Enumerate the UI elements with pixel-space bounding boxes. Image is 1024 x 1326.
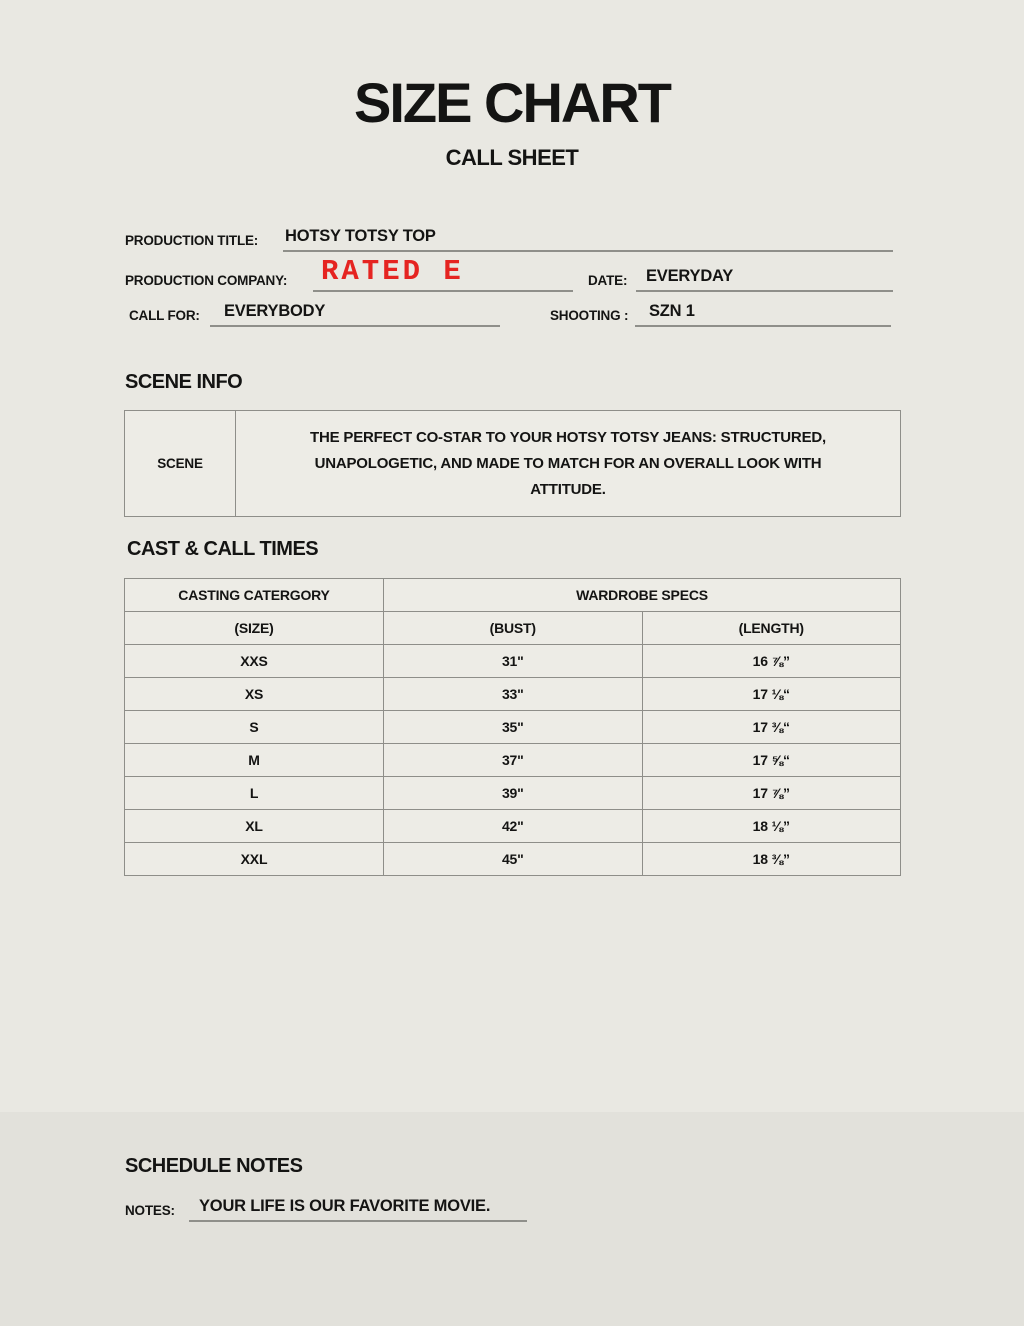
table-row [125, 777, 901, 810]
size-cell: XXS [125, 645, 384, 678]
shooting-label: SHOOTING : [550, 308, 629, 323]
date-value: EVERYDAY [646, 267, 734, 285]
table-row [125, 645, 901, 678]
notes-field [189, 1192, 527, 1222]
length-cell: 18 ⅜” [642, 843, 901, 876]
table-column-header-row [125, 612, 901, 645]
production-title-label: PRODUCTION TITLE: [125, 233, 259, 248]
column-header-size: (SIZE) [125, 612, 384, 645]
shooting-value: SZN 1 [649, 302, 695, 320]
call-for-label: CALL FOR: [129, 308, 200, 323]
table-row [125, 678, 901, 711]
table-row [125, 711, 901, 744]
form-row-company-date [125, 256, 895, 294]
call-for-field [210, 297, 500, 327]
bust-cell: 45" [384, 843, 643, 876]
notes-label: NOTES: [125, 1203, 175, 1218]
bust-cell: 42" [384, 810, 643, 843]
length-cell: 17 ⅜“ [642, 711, 901, 744]
production-title-value: HOTSY TOTSY TOP [285, 227, 436, 245]
column-header-bust: (BUST) [384, 612, 643, 645]
table-row [125, 744, 901, 777]
length-cell: 16 ⅞” [642, 645, 901, 678]
size-cell: L [125, 777, 384, 810]
production-company-value: RATED E [321, 255, 464, 288]
scene-info-heading: SCENE INFO [125, 371, 243, 393]
table-row [125, 810, 901, 843]
scene-description: THE PERFECT CO-STAR TO YOUR HOTSY TOTSY JEANS: STRUCTURED, UNAPOLOGETIC, AND MADE TO MATCH FOR AN OVERALL LOOK WITH ATTITUDE. [310, 428, 826, 498]
date-label: DATE: [588, 273, 628, 288]
cast-call-times-heading: CAST & CALL TIMES [127, 538, 319, 560]
form-row-production-title [125, 220, 895, 254]
size-cell: M [125, 744, 384, 777]
size-cell: XS [125, 678, 384, 711]
form-row-callfor-shooting [125, 295, 895, 329]
bust-cell: 33" [384, 678, 643, 711]
group-header-casting-category: CASTING CATERGORY [125, 579, 384, 612]
size-cell: S [125, 711, 384, 744]
table-row [125, 843, 901, 876]
schedule-notes-heading: SCHEDULE NOTES [125, 1155, 303, 1177]
production-company-label: PRODUCTION COMPANY: [125, 273, 288, 288]
length-cell: 17 ⅝“ [642, 744, 901, 777]
date-field [636, 262, 893, 292]
column-header-length: (LENGTH) [642, 612, 901, 645]
call-for-value: EVERYBODY [224, 302, 326, 320]
bust-cell: 37" [384, 744, 643, 777]
notes-row [125, 1192, 895, 1224]
production-company-field [313, 255, 573, 292]
bust-cell: 39" [384, 777, 643, 810]
table-group-header-row [125, 579, 901, 612]
length-cell: 17 ⅛“ [642, 678, 901, 711]
length-cell: 18 ⅛” [642, 810, 901, 843]
bust-cell: 35" [384, 711, 643, 744]
shooting-field [635, 297, 891, 327]
production-title-field [283, 222, 893, 252]
size-table [124, 578, 901, 876]
page-title: SIZE CHART [354, 71, 670, 134]
notes-value: YOUR LIFE IS OUR FAVORITE MOVIE. [199, 1197, 491, 1215]
length-cell: 17 ⅞” [642, 777, 901, 810]
size-cell: XXL [125, 843, 384, 876]
scene-info-table [124, 410, 901, 517]
group-header-wardrobe-specs: WARDROBE SPECS [384, 579, 901, 612]
bust-cell: 31" [384, 645, 643, 678]
size-cell: XL [125, 810, 384, 843]
page-subtitle: CALL SHEET [445, 145, 579, 170]
scene-row-label: SCENE [125, 411, 236, 516]
